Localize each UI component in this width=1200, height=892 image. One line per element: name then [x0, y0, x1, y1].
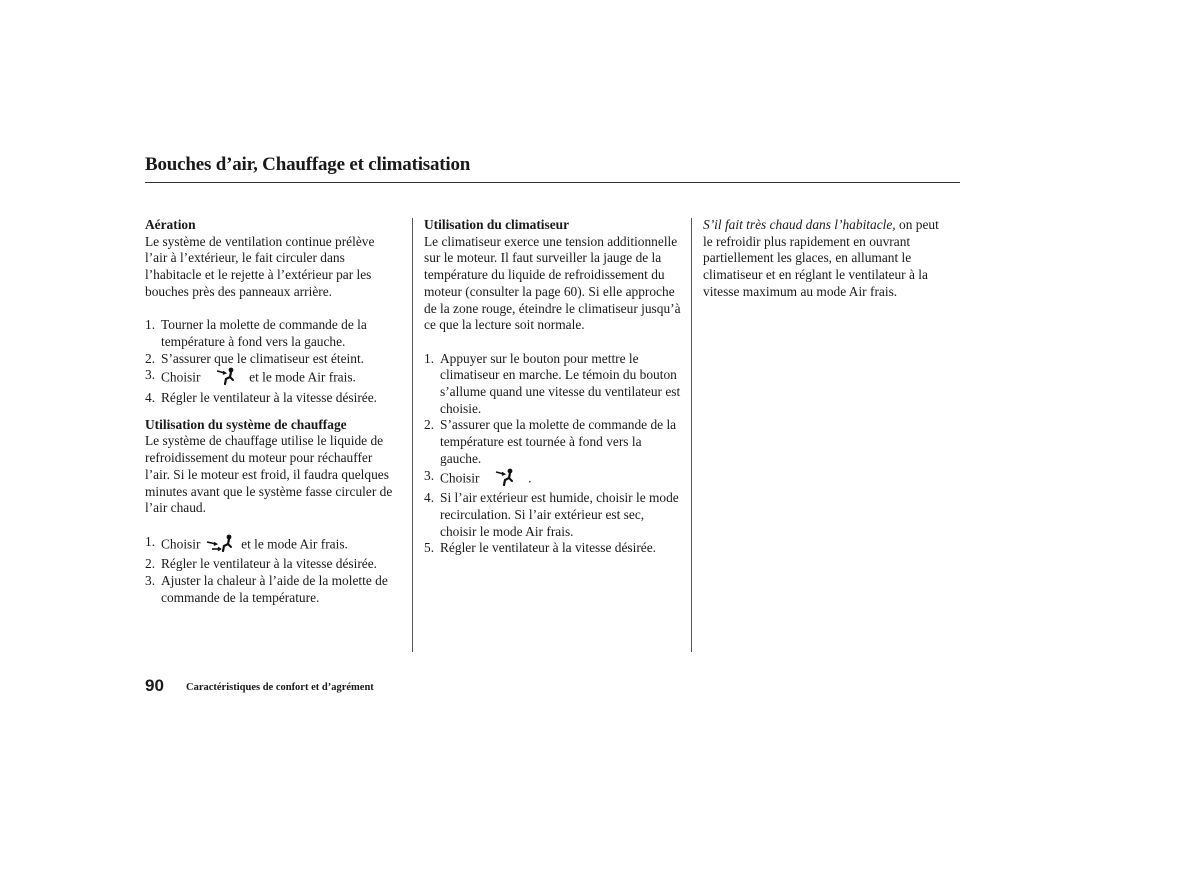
ac-body: Le climatiseur exerce une tension additionnelle sur le moteur. Il faut surveiller la jauge de la température du liquide de refroidissement du moteur (consulter la page 60). Si elle approche de la zone rouge, éteindre le climatiseur jusqu’à ce que la lecture soit normale. [424, 233, 681, 333]
heating-body: Le système de chauffage utilise le liquide de refroidissement du moteur pour réchauffer l’air. Si le moteur est froid, il faudra quelques minutes avant que le système fasse circuler de l’air chaud. [145, 433, 393, 516]
ac-step-5: 5. Régler le ventilateur à la vitesse désirée. [424, 540, 657, 556]
page-reference: 60 [563, 283, 578, 299]
ac-step-1: 1. Appuyer sur le bouton pour mettre le climatiseur en marche. Le témoin du bouton s’allume quand une vitesse du ventilateur est choisie. [424, 350, 681, 416]
heating-step-2: 2. Régler le ventilateur à la vitesse désirée. [145, 556, 378, 572]
aeration-body: Le système de ventilation continue prélève l’air à l’extérieur, le fait circuler dans l’habitacle et le rejette à l’extérieur par les bouches près des panneaux arrière. [145, 233, 375, 299]
aeration-heading: Aération [145, 217, 196, 232]
hot-cabin-tip: S’il fait très chaud dans l’habitacle, on peut le refroidir plus rapidement en ouvrant partiellement les glaces, en allumant le climatiseur et en réglant le ventilateur à la vitesse maximum au mode Air frais. [703, 217, 939, 299]
heating-step-3: 3. Ajuster la chaleur à l’aide de la molette de commande de la température. [145, 573, 388, 605]
column-1 [145, 217, 400, 606]
heating-heading: Utilisation du système de chauffage [145, 416, 347, 432]
aeration-step-1: 1. Tourner la molette de commande de la température à fond vers la gauche. [145, 317, 367, 349]
page-title: Bouches d’air, Chauffage et climatisation [145, 154, 471, 175]
ac-heading: Utilisation du climatiseur [424, 217, 570, 232]
section-footer: Caractéristiques de confort et d’agrément [186, 682, 374, 693]
aeration-step-4: 4. Régler le ventilateur à la vitesse désirée. [145, 390, 378, 406]
aeration-step-3: 3. Choisir et le mode Air frais. [145, 367, 400, 390]
page-number: 90 [145, 676, 164, 695]
aeration-step-2: 2. S’assurer que le climatiseur est éteint. [145, 350, 365, 366]
ac-step-4: 4. Si l’air extérieur est humide, choisir le mode recirculation. Si l’air extérieur est sec, choisir le mode Air frais. [424, 490, 679, 539]
title-divider [145, 182, 960, 183]
column-3 [703, 217, 948, 301]
column-divider-1 [412, 218, 413, 652]
ac-step-3: 3. Choisir . [424, 468, 682, 491]
hot-cabin-lead: S’il fait très chaud dans l’habitacle, [703, 217, 896, 232]
dashboard-vent-mode-icon [216, 367, 236, 390]
column-divider-2 [691, 218, 692, 652]
heating-step-1: 1. Choisir et le mode Air frais. [145, 534, 400, 557]
floor-and-dashboard-vent-mode-icon [206, 534, 234, 557]
ac-step-2: 2. S’assurer que la molette de commande de la température est tournée à fond vers la gauche. [424, 417, 677, 466]
column-2 [424, 217, 682, 557]
dashboard-vent-mode-icon [495, 468, 515, 491]
